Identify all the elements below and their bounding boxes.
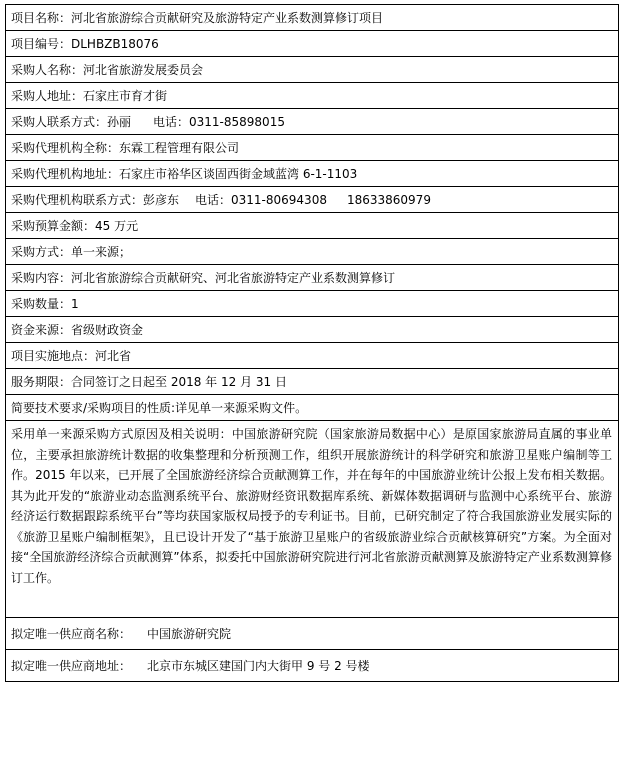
row-requirements (6, 395, 619, 421)
row-content (6, 265, 619, 291)
supplier-name-label: 拟定唯一供应商名称： (11, 626, 132, 641)
purchaser-contact-phone: 电话：0311-85898015 (153, 114, 285, 129)
row-project-name (6, 5, 619, 31)
procurement-method: 采购方式：单一来源； (6, 239, 619, 265)
purchaser-contact (6, 109, 619, 135)
row-supplier-name (6, 618, 619, 650)
agency-contact-label: 采购代理机构联系方式：彭彦东 (11, 192, 180, 207)
procurement-quantity: 采购数量：1 (6, 291, 619, 317)
procurement-content: 采购内容：河北省旅游综合贡献研究、河北省旅游特定产业系数测算修订 (6, 265, 619, 291)
row-purchaser-name (6, 57, 619, 83)
project-number: 项目编号：DLHBZB18076 (6, 31, 619, 57)
agency-name: 采购代理机构全称：东霖工程管理有限公司 (6, 135, 619, 161)
agency-contact-mobile: 18633860979 (346, 192, 431, 207)
row-purchaser-contact (6, 109, 619, 135)
technical-requirements: 简要技术要求/采购项目的性质:详见单一来源采购文件。 (6, 395, 619, 421)
service-period: 服务期限：合同签订之日起至 2018 年 12 月 31 日 (6, 369, 619, 395)
row-service-period (6, 369, 619, 395)
row-quantity (6, 291, 619, 317)
row-method (6, 239, 619, 265)
row-agency-name (6, 135, 619, 161)
row-agency-contact (6, 187, 619, 213)
row-project-no (6, 31, 619, 57)
row-reason (6, 421, 619, 618)
budget-amount: 采购预算金额：45 万元 (6, 213, 619, 239)
row-supplier-address (6, 650, 619, 682)
row-budget (6, 213, 619, 239)
row-location (6, 343, 619, 369)
single-source-reason: 采用单一来源采购方式原因及相关说明：中国旅游研究院（国家旅游局数据中心）是原国家旅游局直属的事业单位，主要承担旅游统计数据的收集整理和分析预测工作，组织开展旅游统计的科学研究和旅游卫星账户编制等工作。2015 年以来，已开展了全国旅游经济综合贡献测算工作，并在每年的中国旅游业统计公报上发布相关数据。其为此开发的“旅游业动态监测系统平台、旅游财经资讯数据库系统、新媒体数据调研与监测中心系统平台、旅游经济运行数据跟踪系统平台”等均获国家版权局授予的专利证书。目前，已研究制定了符合我国旅游业发展实际的《旅游卫星账户编制框架》，且已设计开发了“基于旅游卫星账户的省级旅游业综合贡献核算研究”方案。为全面对接“全国旅游经济综合贡献测算”体系，拟委托中国旅游研究院进行河北省旅游贡献测算及旅游特定产业系数测算修订工作。 (6, 421, 619, 618)
fund-source: 资金来源：省级财政资金 (6, 317, 619, 343)
project-name: 项目名称：河北省旅游综合贡献研究及旅游特定产业系数测算修订项目 (6, 5, 619, 31)
supplier-name-cell (6, 618, 619, 650)
agency-contact (6, 187, 619, 213)
implementation-location: 项目实施地点：河北省 (6, 343, 619, 369)
agency-contact-phone: 电话：0311-80694308 (195, 192, 327, 207)
supplier-address-cell (6, 650, 619, 682)
row-agency-address (6, 161, 619, 187)
purchaser-address: 采购人地址：石家庄市育才街 (6, 83, 619, 109)
row-purchaser-address (6, 83, 619, 109)
purchaser-contact-label: 采购人联系方式：孙丽 (11, 114, 132, 129)
supplier-address: 北京市东城区建国门内大街甲 9 号 2 号楼 (147, 658, 370, 673)
supplier-name: 中国旅游研究院 (147, 626, 232, 641)
row-fund-source (6, 317, 619, 343)
purchaser-name: 采购人名称：河北省旅游发展委员会 (6, 57, 619, 83)
procurement-info-table (5, 4, 619, 682)
supplier-address-label: 拟定唯一供应商地址： (11, 658, 132, 673)
agency-address: 采购代理机构地址：石家庄市裕华区谈固西街金域蓝湾 6-1-1103 (6, 161, 619, 187)
